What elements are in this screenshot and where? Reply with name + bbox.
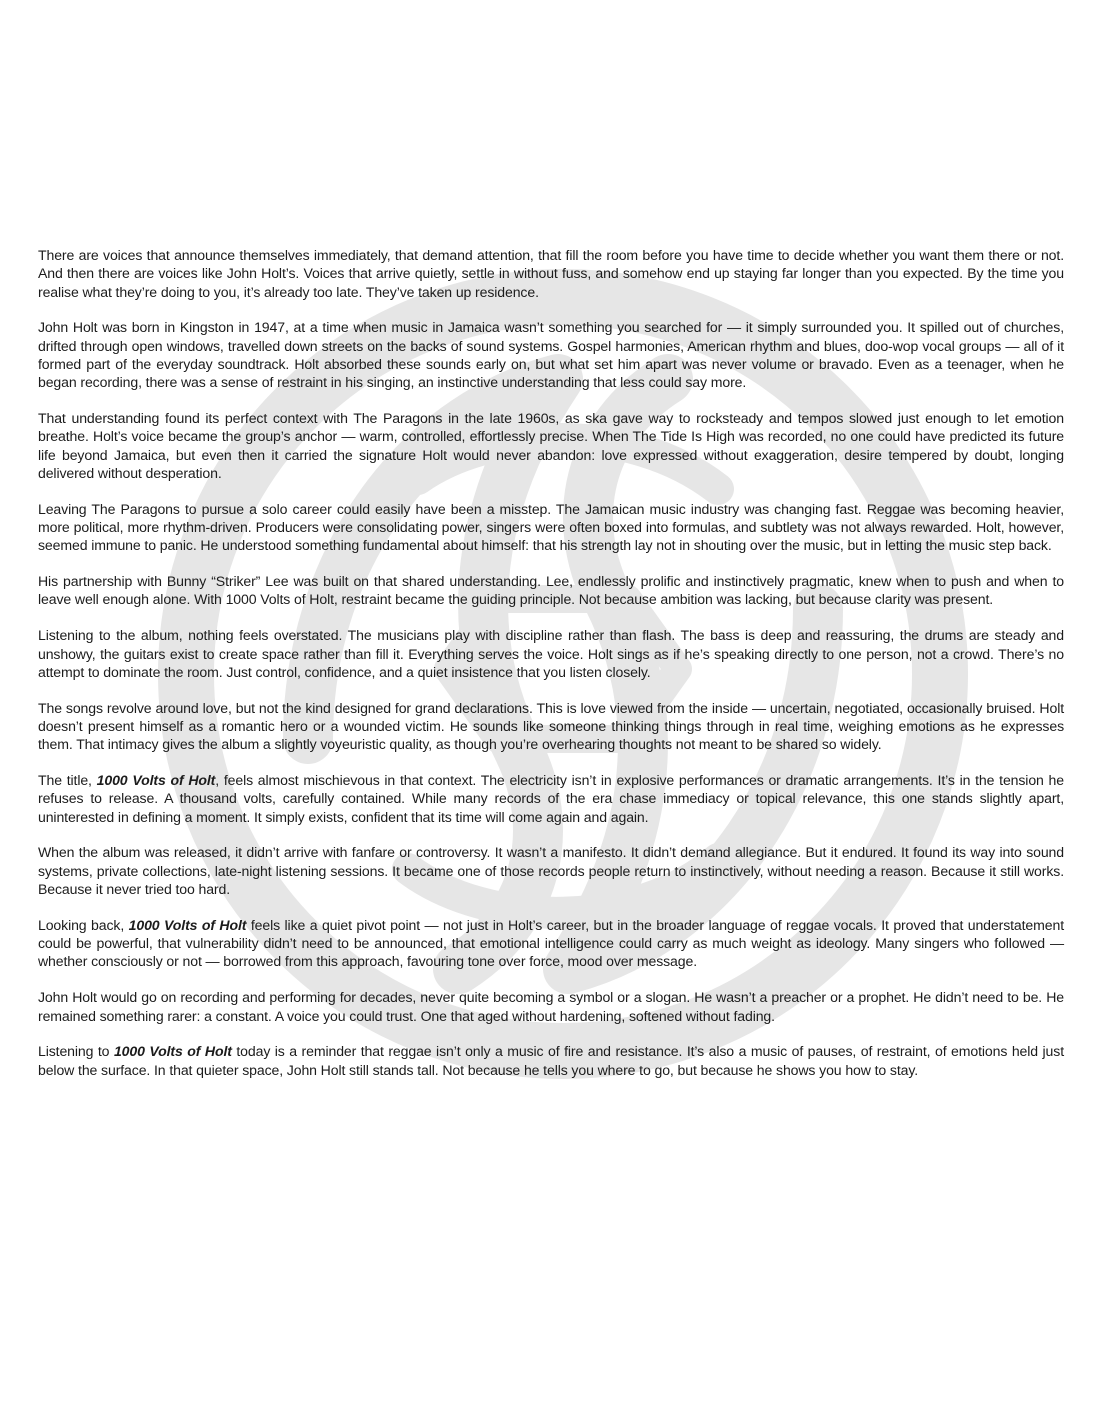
paragraph-3 [38, 409, 1064, 482]
paragraph-2 [38, 318, 1064, 391]
paragraph-5 [38, 572, 1064, 609]
paragraph-1 [38, 246, 1064, 301]
paragraph-text: , feels almost mischievous in that context. The electricity isn’t in explosive performances or dramatic arrangements. It’s in the tension he refuses to release. A thousand volts, carefully contained. While many records of the era chase immediacy or topical relevance, this one stands slightly apart, uninterested in defining a moment. It simply exists, confident that its time will come again and again. [38, 772, 1064, 825]
paragraph-text: today is a reminder that reggae isn’t only a music of fire and resistance. It’s also a music of pauses, of restraint, of emotions held just below the surface. In that quieter space, John Holt still stands tall. Not because he tells you where to go, but because he shows you how to stay. [38, 1043, 1064, 1078]
paragraph-text: Looking back, [38, 916, 129, 933]
album-title: 1000 Volts of Holt [96, 772, 216, 789]
article-body [38, 246, 1064, 1096]
paragraph-12 [38, 1042, 1064, 1079]
paragraph-text: The title, [38, 772, 97, 789]
paragraph-text: Listening to [38, 1043, 114, 1060]
paragraph-text: The songs revolve around love, but not the kind designed for grand declarations. This is love viewed from the inside — uncertain, negotiated, occasionally bruised. Holt doesn’t present himself as a romantic hero or a wounded victim. He sounds like someone thinking things through in real time, weighing emotions as he expresses them. That intimacy gives the album a slightly voyeuristic quality, as though you’re overhearing thoughts not meant to be shared so widely. [38, 699, 1064, 753]
paragraph-text: There are voices that announce themselves immediately, that demand attention, that fill the room before you have time to decide whether you want them there or not. And then there are voices like John Holt’s. Voices that arrive quietly, settle in without fuss, and somehow end up staying far longer than you expected. By the time you realise what they’re doing to you, it’s already too late. They’ve taken up residence. [38, 247, 1064, 300]
album-title: 1000 Volts of Holt [113, 1043, 232, 1060]
paragraph-11 [38, 988, 1064, 1025]
paragraph-text: When the album was released, it didn’t arrive with fanfare or controversy. It wasn’t a manifesto. It didn’t demand allegiance. But it endured. It found its way into sound systems, private collections, late-night listening sessions. It became one of those records people return to instinctively, without needing a reason. Because it still works. Because it never tried too hard. [38, 844, 1064, 898]
paragraph-6 [38, 626, 1064, 681]
paragraph-7 [38, 699, 1064, 754]
paragraph-text: feels like a quiet pivot point — not just in Holt’s career, but in the broader language of reggae vocals. It proved that understatement could be powerful, that vulnerability didn’t need to be announced, that emotional intelligence could carry as much weight as ideology. Many singers who followed — whether consciously or not — borrowed from this approach, favouring tone over force, mood over message. [38, 916, 1064, 970]
paragraph-4 [38, 500, 1064, 555]
paragraph-text: Listening to the album, nothing feels overstated. The musicians play with discipline rather than flash. The bass is deep and reassuring, the drums are steady and unshowy, the guitars exist to create space rather than fill it. Everything serves the voice. Holt sings as if he’s speaking directly to one person, not a crowd. There’s no attempt to dominate the room. Just control, confidence, and a quiet insistence that you listen closely. [38, 627, 1064, 680]
paragraph-text: Leaving The Paragons to pursue a solo career could easily have been a misstep. The Jamaican music industry was changing fast. Reggae was becoming heavier, more political, more rhythm-driven. Producers were consolidating power, singers were often boxed into formulas, and subtlety was not always rewarded. Holt, however, seemed immune to panic. He understood something fundamental about himself: that his strength lay not in shouting over the music, but in letting the music step back. [38, 500, 1064, 554]
paragraph-9 [38, 843, 1064, 898]
paragraph-10 [38, 916, 1064, 971]
album-title: 1000 Volts of Holt [128, 916, 247, 933]
paragraph-text: That understanding found its perfect context with The Paragons in the late 1960s, as ska gave way to rocksteady and tempos slowed just enough to let emotion breathe. Holt’s voice became the group’s anchor — warm, controlled, effortlessly precise. When The Tide Is High was recorded, no one could have predicted its future life beyond Jamaica, but even then it carried the signature Holt would never abandon: love expressed without exaggeration, desire tempered by doubt, longing delivered without desperation. [38, 410, 1064, 481]
paragraph-text: His partnership with Bunny “Striker” Lee was built on that shared understanding. Lee, endlessly prolific and instinctively pragmatic, knew when to push and when to leave well enough alone. With 1000 Volts of Holt, restraint became the guiding principle. Not because ambition was lacking, but because clarity was present. [38, 573, 1064, 608]
paragraph-8 [38, 771, 1064, 826]
paragraph-text: John Holt was born in Kingston in 1947, at a time when music in Jamaica wasn’t something you searched for — it simply surrounded you. It spilled out of churches, drifted through open windows, travelled down streets on the backs of sound systems. Gospel harmonies, American rhythm and blues, doo-wop vocal groups — all of it formed part of the everyday soundtrack. Holt absorbed these sounds early on, but what set him apart was never volume or bravado. Even as a teenager, when he began recording, there was a sense of restraint in his singing, an instinctive understanding that less could say more. [38, 319, 1064, 391]
paragraph-text: John Holt would go on recording and performing for decades, never quite becoming a symbol or a slogan. He wasn’t a preacher or a prophet. He didn’t need to be. He remained something rarer: a constant. A voice you could trust. One that aged without hardening, softened without fading. [38, 989, 1064, 1024]
